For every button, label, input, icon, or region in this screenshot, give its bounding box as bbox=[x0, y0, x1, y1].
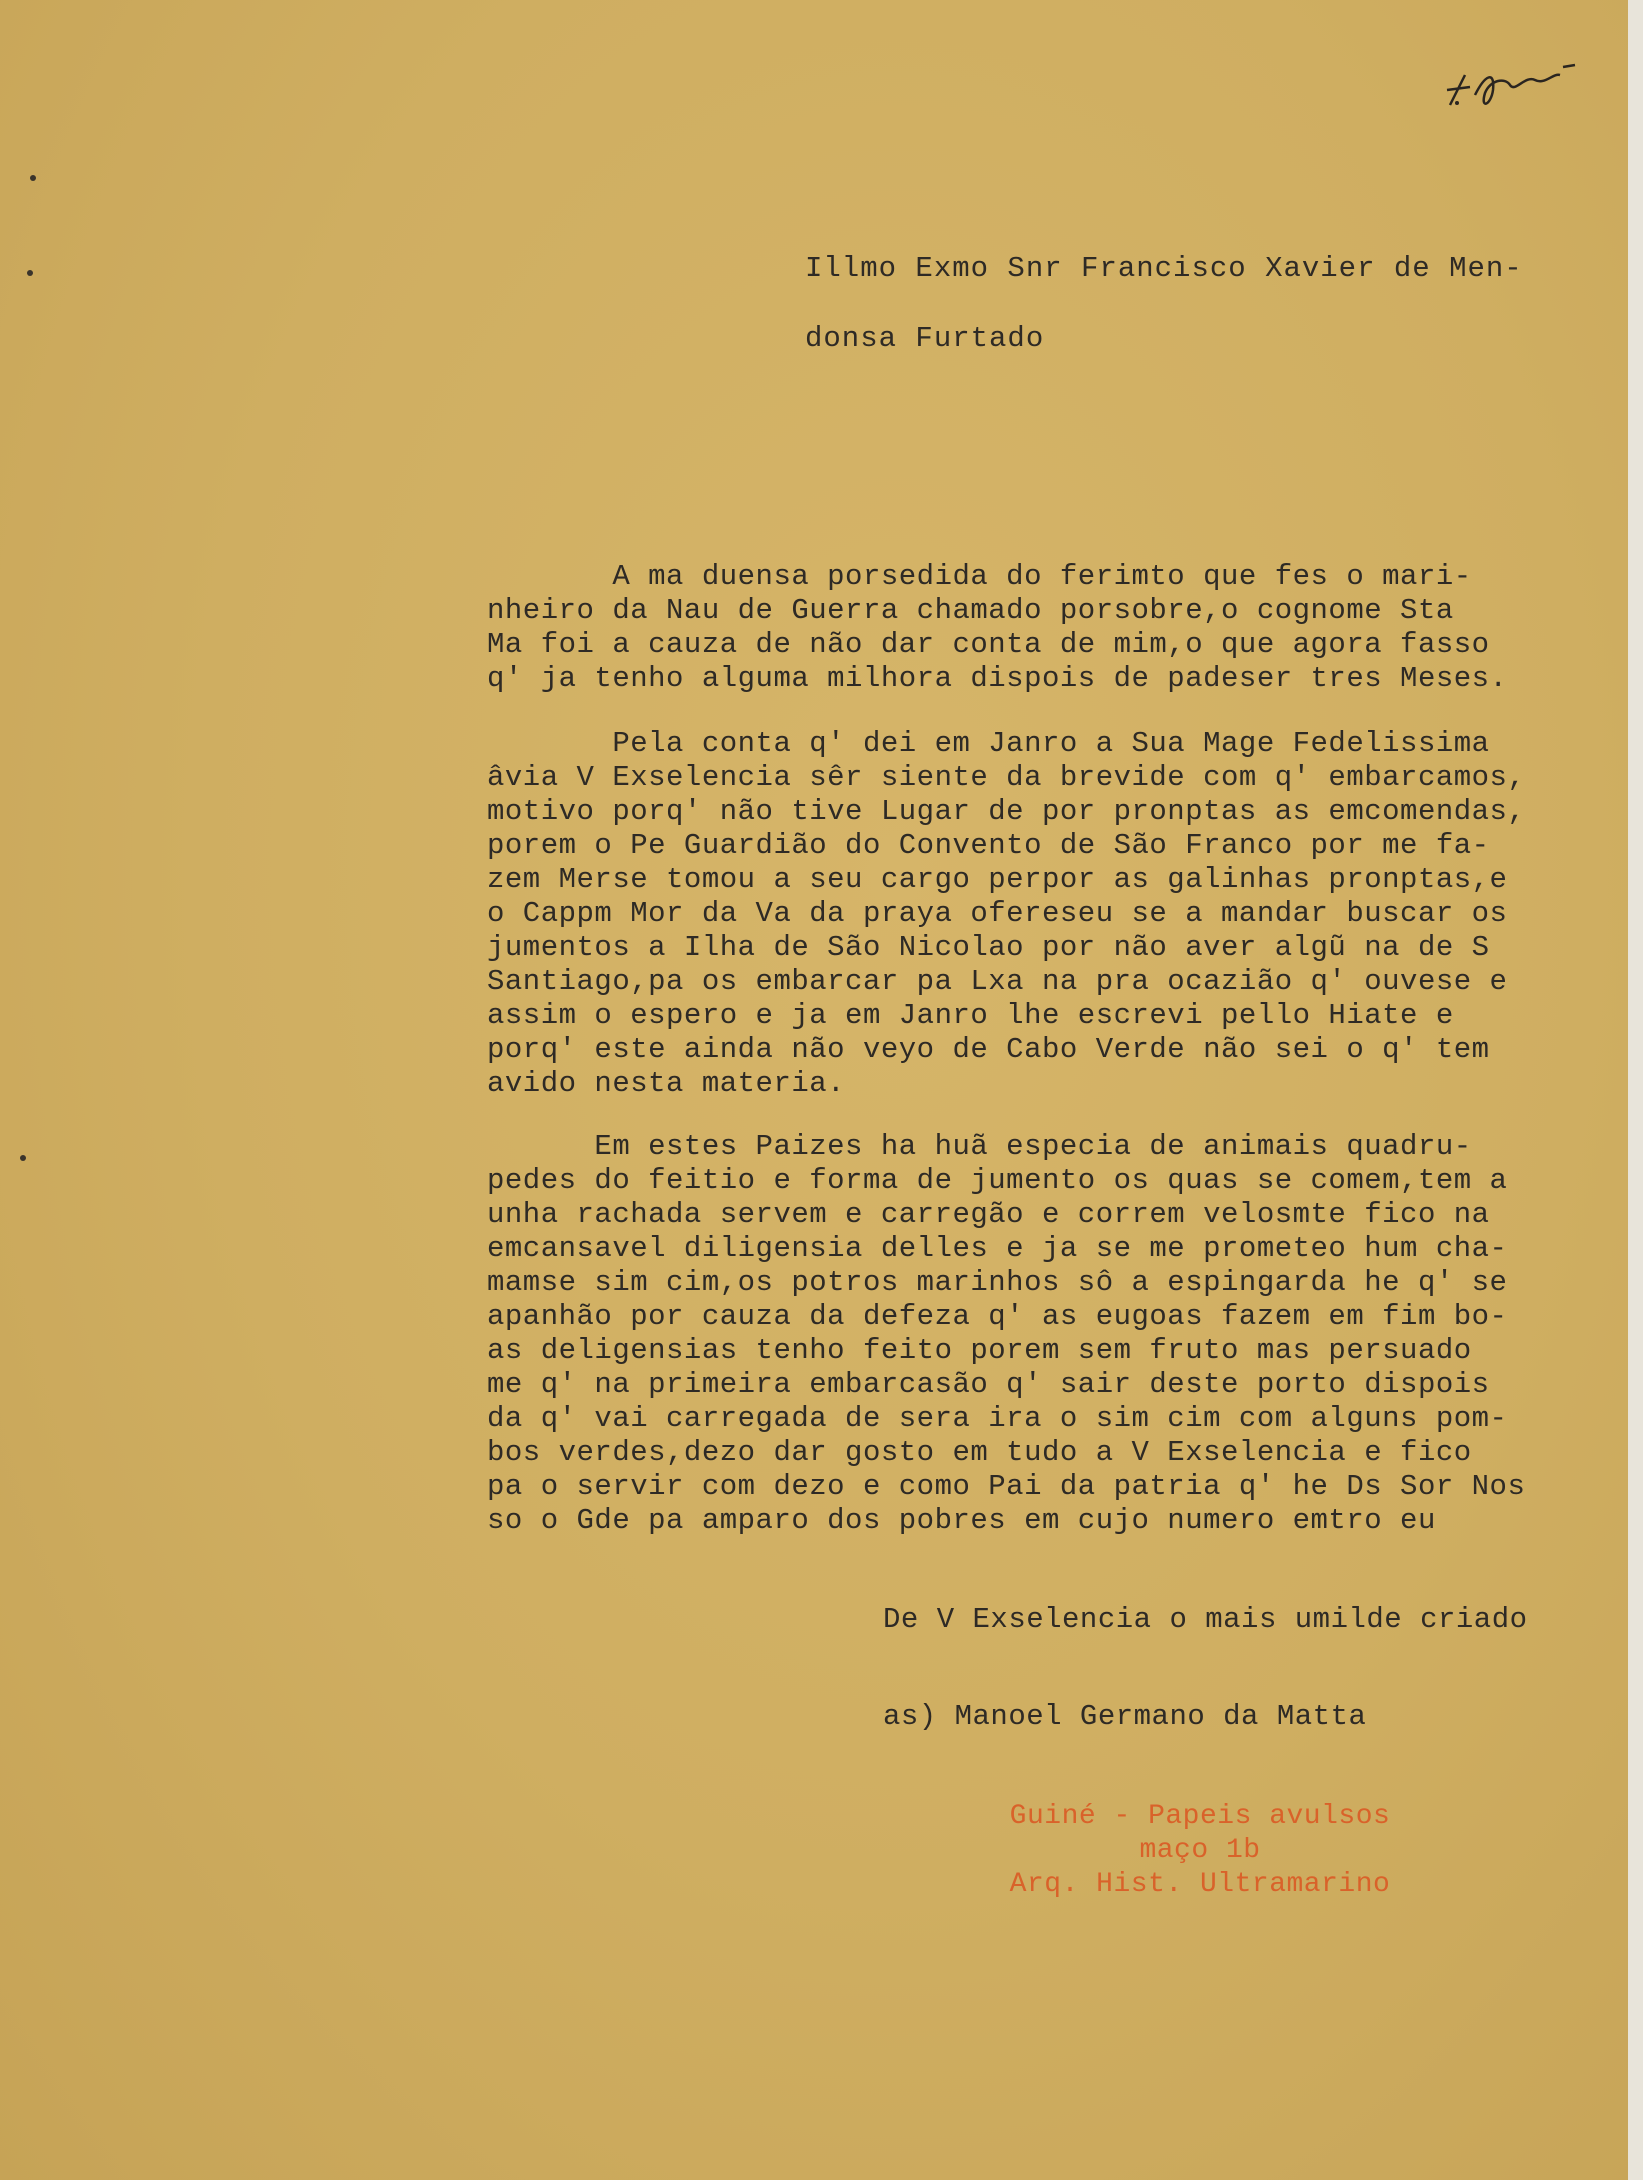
paragraph-1 bbox=[487, 560, 1612, 696]
text-line: Pela conta q' dei em Janro a Sua Mage Fedelissima bbox=[487, 727, 1490, 760]
text-line: bos verdes,dezo dar gosto em tudo a V Exselencia e fico bbox=[487, 1436, 1472, 1469]
text-line: motivo porq' não tive Lugar de por pronptas as emcomendas, bbox=[487, 795, 1526, 828]
text-line: me q' na primeira embarcasão q' sair deste porto dispois bbox=[487, 1368, 1490, 1401]
addressee-line-2: donsa Furtado bbox=[805, 322, 1045, 355]
archive-stamp bbox=[960, 1800, 1440, 1902]
text-line: âvia V Exselencia sêr siente da brevide com q' embarcamos, bbox=[487, 761, 1526, 794]
text-line: avido nesta materia. bbox=[487, 1067, 846, 1100]
text-line: Em estes Paizes ha huã especia de animais quadru- bbox=[487, 1130, 1472, 1163]
punch-mark bbox=[30, 175, 36, 181]
stamp-line: Guiné - Papeis avulsos bbox=[1009, 1801, 1391, 1832]
addressee-line-1: Illmo Exmo Snr Francisco Xavier de Men- bbox=[805, 252, 1523, 285]
stamp-line: maço 1b bbox=[1139, 1835, 1261, 1866]
stamp-line: Arq. Hist. Ultramarino bbox=[1009, 1869, 1391, 1900]
punch-mark bbox=[20, 1155, 26, 1161]
text-line: apanhão por cauza da defeza q' as eugoas fazem em fim bo- bbox=[487, 1300, 1508, 1333]
text-line: Santiago,pa os embarcar pa Lxa na pra ocazião q' ouvese e bbox=[487, 965, 1508, 998]
paragraph-2 bbox=[487, 727, 1612, 1101]
text-line: A ma duensa porsedida do ferimto que fes o mari- bbox=[487, 560, 1472, 593]
text-line: porq' este ainda não veyo de Cabo Verde não sei o q' tem bbox=[487, 1033, 1490, 1066]
text-line: so o Gde pa amparo dos pobres em cujo numero emtro eu bbox=[487, 1504, 1436, 1537]
text-line: nheiro da Nau de Guerra chamado porsobre,o cognome Sta bbox=[487, 594, 1454, 627]
paragraph-3 bbox=[487, 1130, 1612, 1538]
text-line: mamse sim cim,os potros marinhos sô a espingarda he q' se bbox=[487, 1266, 1508, 1299]
text-line: jumentos a Ilha de São Nicolao por não aver algũ na de S bbox=[487, 931, 1490, 964]
punch-mark bbox=[27, 270, 33, 276]
text-line: assim o espero e ja em Janro lhe escrevi pello Hiate e bbox=[487, 999, 1454, 1032]
text-line: unha rachada servem e carregão e correm velosmte fico na bbox=[487, 1198, 1490, 1231]
text-line: as deligensias tenho feito porem sem fruto mas persuado bbox=[487, 1334, 1472, 1367]
text-line: o Cappm Mor da Va da praya ofereseu se a mandar buscar os bbox=[487, 897, 1508, 930]
closing-salutation: De V Exselencia o mais umilde criado bbox=[883, 1603, 1528, 1636]
text-line: pedes do feitio e forma de jumento os quas se comem,tem a bbox=[487, 1164, 1508, 1197]
text-line: porem o Pe Guardião do Convento de São Franco por me fa- bbox=[487, 829, 1490, 862]
text-line: q' ja tenho alguma milhora dispois de padeser tres Meses. bbox=[487, 662, 1508, 695]
text-line: Ma foi a cauza de não dar conta de mim,o que agora fasso bbox=[487, 628, 1490, 661]
corner-signature-mark bbox=[1435, 55, 1585, 125]
text-line: da q' vai carregada de sera ira o sim cim com alguns pom- bbox=[487, 1402, 1508, 1435]
page-edge bbox=[1628, 0, 1643, 2180]
text-line: emcansavel diligensia delles e ja se me prometeo hum cha- bbox=[487, 1232, 1508, 1265]
signature-line: as) Manoel Germano da Matta bbox=[883, 1700, 1367, 1733]
text-line: zem Merse tomou a seu cargo perpor as galinhas pronptas,e bbox=[487, 863, 1508, 896]
text-line: pa o servir com dezo e como Pai da patria q' he Ds Sor Nos bbox=[487, 1470, 1526, 1503]
